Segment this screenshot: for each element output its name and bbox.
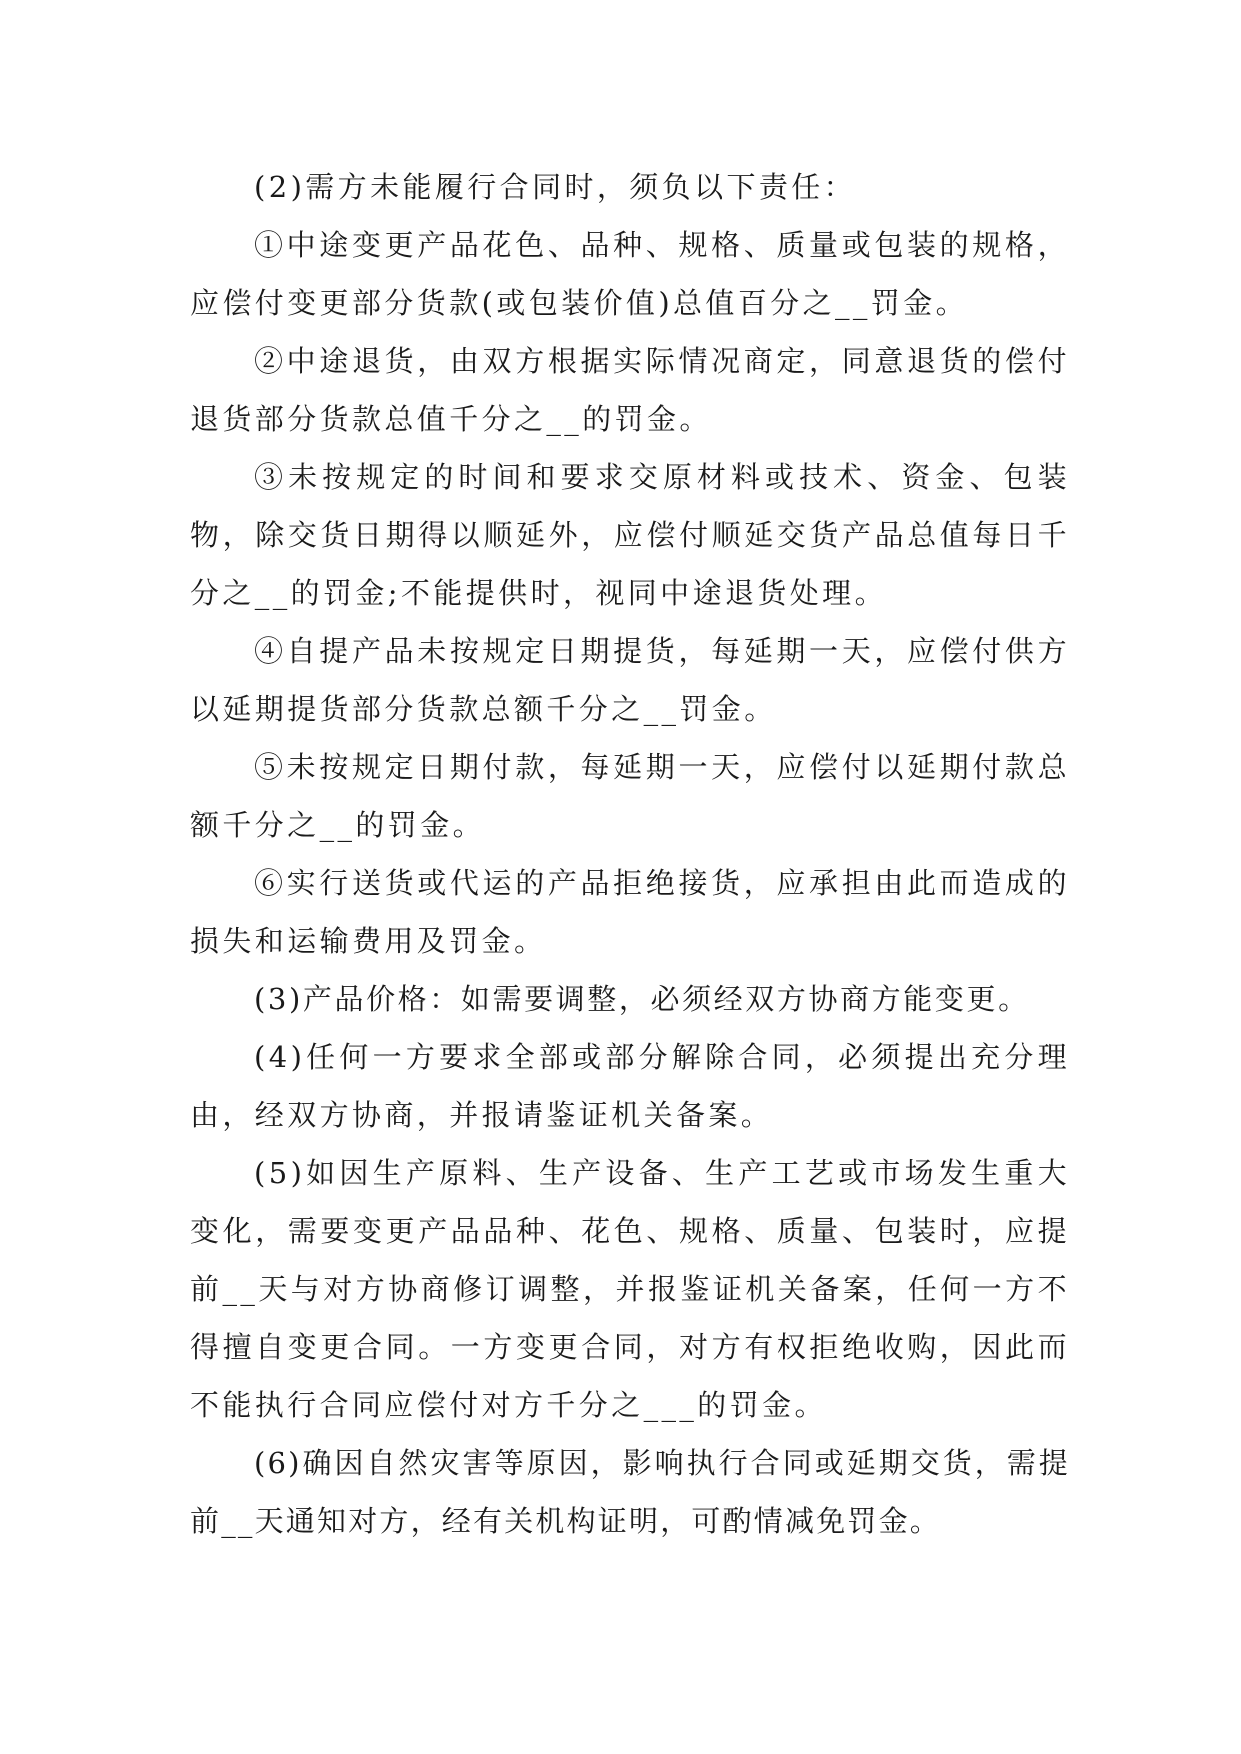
paragraph-item-4: ④自提产品未按规定日期提货，每延期一天，应偿付供方以延期提货部分货款总额千分之__罚金。 [190, 634, 1070, 726]
paragraph-2-heading: (2)需方未能履行合同时，须负以下责任： [254, 170, 857, 204]
paragraph-4-termination: (4)任何一方要求全部或部分解除合同，必须提出充分理由，经双方协商，并报请鉴证机关备案。 [190, 1040, 1070, 1132]
paragraph-3-price: (3)产品价格：如需要调整，必须经双方协商方能变更。 [254, 982, 1030, 1016]
paragraph-item-3: ③未按规定的时间和要求交原材料或技术、资金、包装物，除交货日期得以顺延外，应偿付顺延交货产品总值每日千分之__的罚金;不能提供时，视同中途退货处理。 [190, 460, 1070, 610]
paragraph-item-5: ⑤未按规定日期付款，每延期一天，应偿付以延期付款总额千分之__的罚金。 [190, 750, 1070, 842]
paragraph-6-force-majeure: (6)确因自然灾害等原因，影响执行合同或延期交货，需提前__天通知对方，经有关机构证明，可酌情减免罚金。 [190, 1446, 1070, 1538]
paragraph-item-6: ⑥实行送货或代运的产品拒绝接货，应承担由此而造成的损失和运输费用及罚金。 [190, 866, 1070, 958]
paragraph-item-2: ②中途退货，由双方根据实际情况商定，同意退货的偿付退货部分货款总值千分之__的罚金。 [190, 344, 1070, 436]
paragraph-5-change: (5)如因生产原料、生产设备、生产工艺或市场发生重大变化，需要变更产品品种、花色、规格、质量、包装时，应提前__天与对方协商修订调整，并报鉴证机关备案，任何一方不得擅自变更合同。一方变更合同，对方有权拒绝收购，因此而不能执行合同应偿付对方千分之___的罚金。 [190, 1156, 1070, 1422]
paragraph-item-1: ①中途变更产品花色、品种、规格、质量或包装的规格，应偿付变更部分货款(或包装价值)总值百分之__罚金。 [190, 228, 1070, 320]
document-body [190, 158, 1070, 1550]
